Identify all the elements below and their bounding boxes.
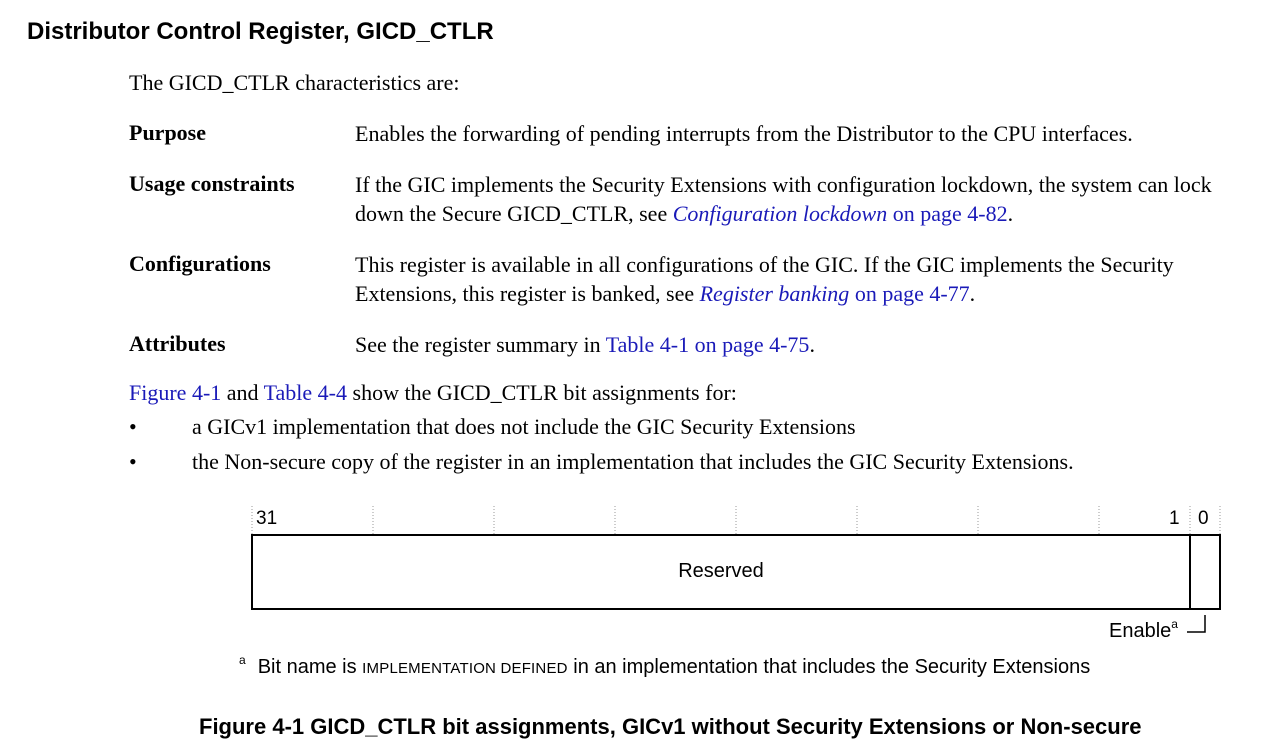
label-purpose: Purpose bbox=[129, 120, 206, 145]
bullet-item: the Non-secure copy of the register in an implementation that includes the GIC Security Extensions. bbox=[192, 449, 1074, 474]
link-configuration-lockdown[interactable]: Configuration lockdown bbox=[672, 201, 888, 226]
desc-text: If the GIC implements the Security Extensions with configuration lockdown, the system can lock down the Secure GICD_CTLR, see bbox=[355, 172, 1212, 226]
label-attributes: Attributes bbox=[129, 331, 226, 356]
bit-label-31: 31 bbox=[256, 508, 278, 529]
bullet-marker: • bbox=[129, 414, 137, 439]
footnote-text: Bit name is bbox=[257, 656, 363, 678]
intro-text: The GICD_CTLR characteristics are: bbox=[129, 70, 460, 95]
bullet-item: a GICv1 implementation that does not include the GIC Security Extensions bbox=[192, 414, 856, 439]
figure-caption: Figure 4-1 GICD_CTLR bit assignments, GICv1 without Security Extensions or Non-secure bbox=[199, 714, 1142, 739]
link-page-4-77[interactable]: on page 4-77 bbox=[849, 281, 970, 306]
footnote-smallcaps: IMPLEMENTATION DEFINED bbox=[362, 660, 568, 677]
desc-text: This register is available in all configurations of the GIC. If the GIC implements the Security Extensions, this register is banked, see bbox=[355, 252, 1174, 306]
ref-text: show the GICD_CTLR bit assignments for: bbox=[347, 380, 737, 405]
footnote-marker: a bbox=[239, 653, 246, 667]
desc-text: See the register summary in bbox=[355, 332, 606, 357]
desc-text: . bbox=[809, 332, 815, 357]
desc-text: . bbox=[969, 281, 976, 306]
footnote-marker: a bbox=[1171, 617, 1178, 631]
link-page-4-82[interactable]: on page 4-82 bbox=[887, 201, 1008, 226]
link-table-4-4[interactable]: Table 4-4 bbox=[263, 380, 348, 405]
bit-label-0: 0 bbox=[1198, 508, 1209, 529]
footnote-text: in an implementation that includes the Security Extensions bbox=[567, 656, 1091, 678]
field-enable-label bbox=[1109, 617, 1178, 643]
figure-footnote bbox=[239, 653, 1091, 679]
enable-callout-line bbox=[1187, 615, 1205, 632]
ref-text: and bbox=[221, 380, 264, 405]
field-reserved: Reserved bbox=[678, 560, 764, 582]
link-table-4-1[interactable]: Table 4-1 on page 4-75 bbox=[605, 332, 810, 357]
bit-dividers bbox=[252, 506, 1220, 534]
link-register-banking[interactable]: Register banking bbox=[699, 281, 850, 306]
desc-text: Enables the forwarding of pending interrupts from the Distributor to the CPU interfaces. bbox=[355, 121, 1133, 146]
label-usage-constraints: Usage constraints bbox=[129, 171, 295, 196]
page-title: Distributor Control Register, GICD_CTLR bbox=[27, 18, 494, 45]
desc-text: . bbox=[1007, 201, 1014, 226]
bit-label-1: 1 bbox=[1169, 508, 1180, 529]
label-configurations: Configurations bbox=[129, 251, 271, 276]
bullet-marker: • bbox=[129, 449, 137, 474]
enable-text: Enable bbox=[1109, 620, 1172, 642]
link-figure-4-1[interactable]: Figure 4-1 bbox=[129, 380, 222, 405]
